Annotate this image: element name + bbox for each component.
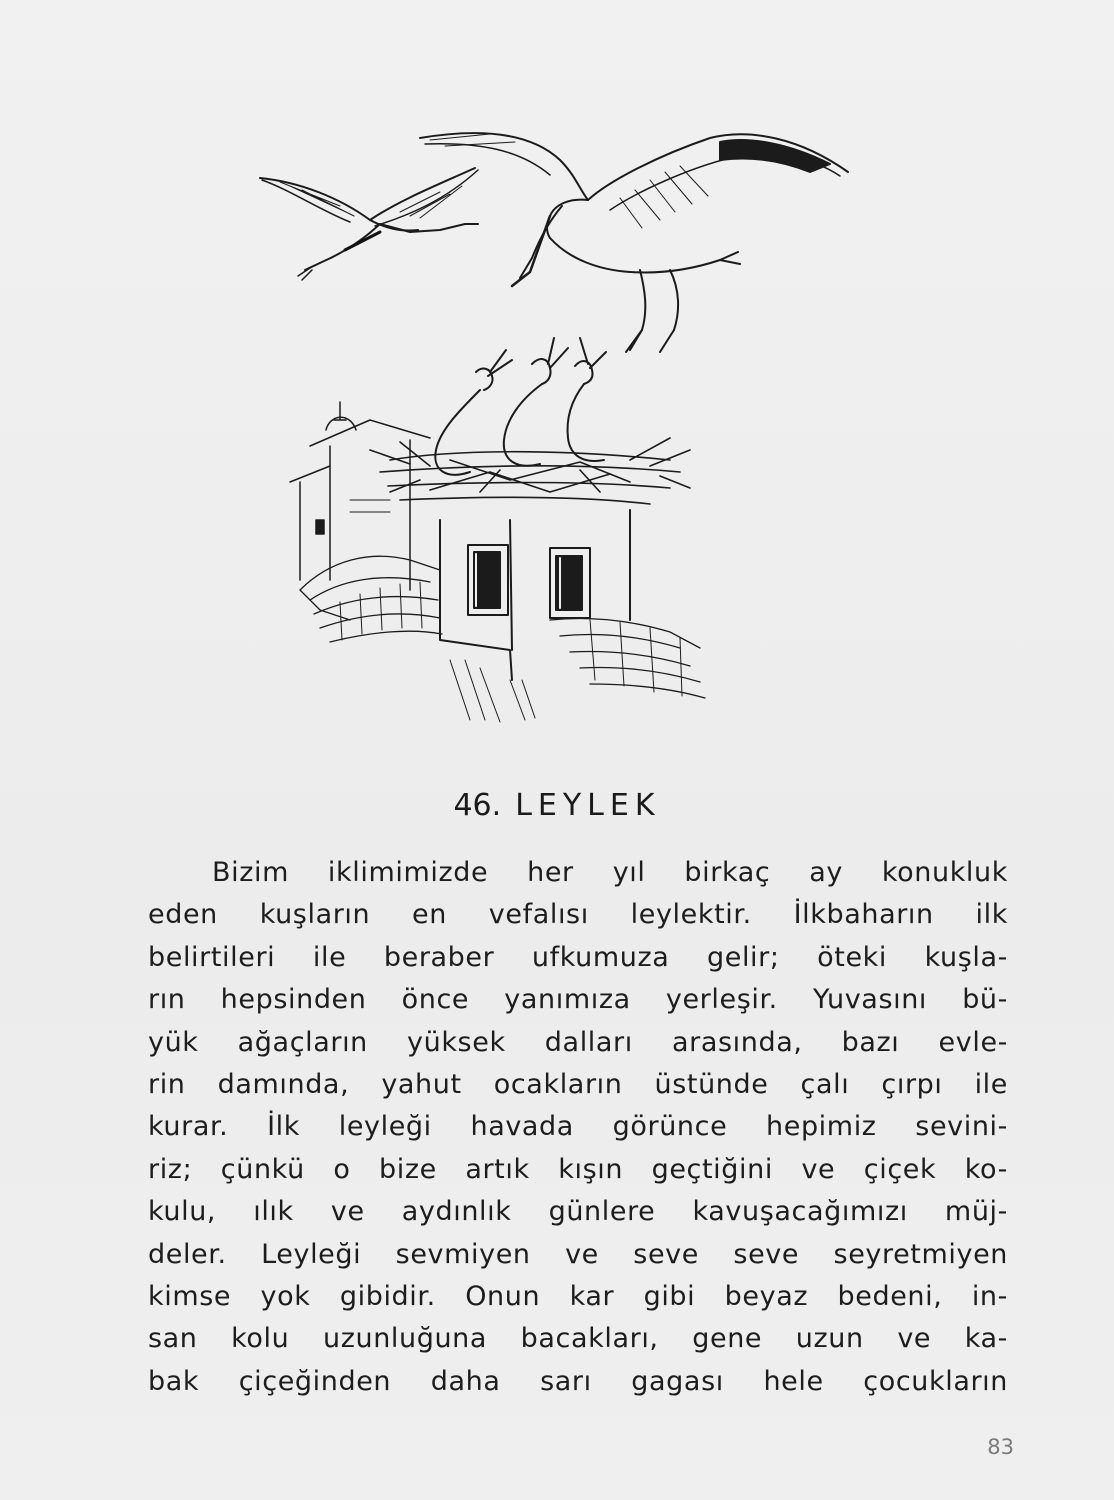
flying-stork-large [420, 133, 848, 352]
text-line: bak çiçeğinden daha sarı gagası hele çocukların [148, 1365, 1008, 1397]
text-line: deler. Leyleği sevmiyen ve seve seve seyretmiyen [148, 1238, 1008, 1270]
text-line: san kolu uzunluğuna bacakları, gene uzun ve ka- [148, 1323, 1008, 1355]
text-line: yük ağaçların yüksek dalları arasında, bazı evle- [148, 1026, 1008, 1058]
roof-tiles [300, 556, 705, 722]
text-line: riz; çünkü o bize artık kışın geçtiğini ve çiçek ko- [148, 1153, 1008, 1185]
text-line: belirtileri ile beraber ufkumuza gelir; öteki kuşla- [148, 941, 1008, 973]
text-line: Bizim iklimimizde her yıl birkaç ay konukluk [212, 857, 1008, 888]
chapter-title: LEYLEK [515, 788, 661, 823]
text-line: kimse yok gibidir. Onun kar gibi beyaz bedeni, in- [148, 1280, 1008, 1312]
text-line: rin damında, yahut ocakların üstünde çalı çırpı ile [148, 1068, 1008, 1100]
text-line: kurar. İlk leyleği havada görünce hepimiz sevini- [148, 1111, 1008, 1143]
stork-nest [370, 438, 690, 504]
background-building [290, 402, 430, 590]
chapter-number: 46. [453, 788, 502, 823]
chapter-heading [0, 788, 1114, 823]
stork-chicks [435, 338, 606, 475]
stork-nest-illustration [250, 120, 860, 730]
page-number: 83 [987, 1435, 1014, 1459]
flying-stork-small [260, 168, 478, 280]
body-paragraph [148, 852, 1008, 1403]
text-line: kulu, ılık ve aydınlık günlere kavuşacağımızı müj- [148, 1196, 1008, 1228]
house-chimney [440, 510, 630, 680]
text-line: eden kuşların en vefalısı leylektir. İlkbaharın ilk [148, 899, 1008, 931]
text-line: rın hepsinden önce yanımıza yerleşir. Yuvasını bü- [148, 984, 1008, 1016]
